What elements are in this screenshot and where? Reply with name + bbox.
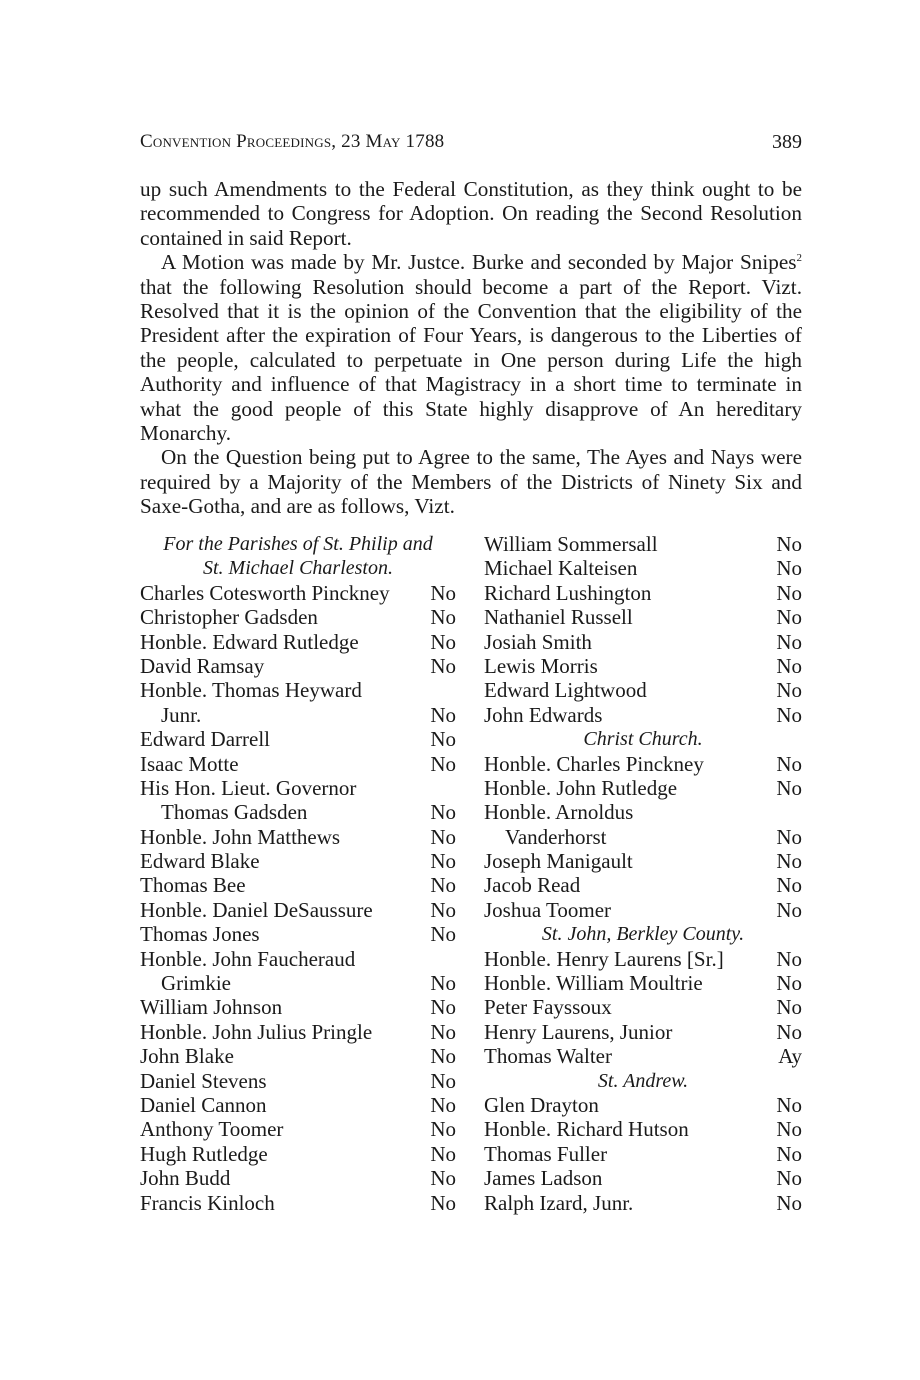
vote-row: [484, 532, 802, 556]
vote-value: No: [776, 556, 802, 581]
member-name: Honble. Arnoldus: [484, 800, 634, 825]
vote-row: [484, 581, 802, 605]
member-name: Thomas Gadsden: [161, 800, 308, 825]
vote-row: [484, 873, 802, 897]
member-name: Henry Laurens, Junior: [484, 1019, 673, 1044]
member-name: Joshua Toomer: [484, 897, 612, 922]
vote-row: [140, 873, 456, 897]
vote-value: No: [776, 1117, 802, 1142]
member-name: His Hon. Lieut. Governor: [140, 775, 357, 800]
vote-row: [484, 1093, 802, 1117]
vote-value: No: [430, 995, 456, 1020]
vote-row: [140, 1093, 456, 1117]
vote-row: [484, 703, 802, 727]
parish-heading-text: For the Parishes of St. Philip and: [163, 533, 433, 555]
vote-value: No: [430, 1190, 456, 1215]
vote-value: No: [776, 1019, 802, 1044]
vote-value: No: [430, 605, 456, 630]
vote-value: No: [430, 1117, 456, 1142]
vote-value: No: [776, 971, 802, 996]
vote-value: No: [776, 580, 802, 605]
vote-value: No: [430, 971, 456, 996]
member-name: Thomas Walter: [484, 1044, 612, 1069]
vote-row: [140, 605, 456, 629]
vote-value: No: [776, 629, 802, 654]
vote-value: No: [430, 800, 456, 825]
vote-row: [140, 630, 456, 654]
vote-value: No: [430, 1166, 456, 1191]
vote-value: No: [776, 775, 802, 800]
vote-value: No: [776, 532, 802, 556]
vote-value: No: [430, 751, 456, 776]
vote-row: [484, 1020, 802, 1044]
vote-value: No: [776, 824, 802, 849]
member-name: Honble. John Julius Pringle: [140, 1019, 373, 1044]
vote-row: [140, 995, 456, 1019]
member-name: Honble. John Rutledge: [484, 775, 678, 800]
vote-row: [484, 1044, 802, 1068]
parish-heading-text: St. Michael Charleston.: [203, 557, 393, 580]
member-name: William Sommersall: [484, 532, 658, 556]
vote-row: [140, 581, 456, 605]
vote-row: [140, 922, 456, 946]
member-name: John Edwards: [484, 702, 603, 727]
vote-row: [140, 971, 456, 995]
vote-value: No: [776, 946, 802, 971]
footnote-marker: 2: [796, 252, 802, 265]
member-name: Honble. Henry Laurens [Sr.]: [484, 946, 724, 971]
vote-row: [484, 1117, 802, 1141]
vote-row: [484, 1191, 802, 1215]
vote-row: [484, 654, 802, 678]
member-name: Edward Blake: [140, 849, 260, 874]
member-name: Vanderhorst: [505, 824, 607, 849]
vote-value: No: [430, 629, 456, 654]
vote-value: No: [776, 751, 802, 776]
vote-row: [140, 1020, 456, 1044]
vote-row: [140, 727, 456, 751]
vote-value: No: [776, 849, 802, 874]
vote-value: No: [430, 1141, 456, 1166]
vote-row: [140, 678, 456, 702]
member-name: Richard Lushington: [484, 580, 652, 605]
page-number: 389: [772, 131, 802, 153]
vote-row: [140, 1191, 456, 1215]
vote-value: No: [776, 1190, 802, 1215]
member-name: Peter Fayssoux: [484, 995, 612, 1020]
vote-row: [140, 947, 456, 971]
vote-value: No: [776, 1141, 802, 1166]
vote-row: [140, 703, 456, 727]
vote-row: [484, 947, 802, 971]
member-name: Grimkie: [161, 971, 231, 996]
vote-row: [140, 800, 456, 824]
parish-heading-text: St. Andrew.: [597, 1069, 689, 1092]
vote-value: No: [430, 1092, 456, 1117]
vote-value: No: [430, 653, 456, 678]
vote-value: Ay: [778, 1044, 802, 1069]
vote-row: [484, 556, 802, 580]
vote-value: No: [776, 678, 802, 703]
member-name: David Ramsay: [140, 653, 265, 678]
vote-list-right: [484, 532, 802, 1215]
vote-row: [140, 1117, 456, 1141]
vote-row: [140, 1069, 456, 1093]
member-name: Junr.: [161, 702, 202, 727]
vote-value: No: [776, 995, 802, 1020]
vote-row: [484, 776, 802, 800]
vote-value: No: [430, 897, 456, 922]
member-name: James Ladson: [484, 1166, 603, 1191]
member-name: Edward Lightwood: [484, 678, 647, 703]
member-name: John Budd: [140, 1166, 231, 1191]
vote-row: [484, 630, 802, 654]
member-name: Honble. Thomas Heyward: [140, 678, 362, 703]
vote-row: [140, 1166, 456, 1190]
paragraph-2: [140, 250, 802, 445]
paragraph-1: up such Amendments to the Federal Constitution, as they think ought to be recommended to Congress for Adoption. On reading the Second Resolution contained in said Report.: [140, 177, 802, 250]
vote-row: [484, 678, 802, 702]
vote-row: [484, 825, 802, 849]
vote-list-left: [140, 532, 456, 1215]
vote-row: [484, 898, 802, 922]
member-name: Joseph Manigault: [484, 849, 633, 874]
member-name: Honble. Daniel DeSaussure: [140, 897, 373, 922]
vote-row: [484, 1142, 802, 1166]
paragraph-2-rest: that the following Resolution should become a part of the Report. Vizt. Resolved that it is the opinion of the Convention that the eligibility of the President after the expiration of Four Years, is dangerous to the Liberties of the people, calculated to perpetuate in One person during Life the high Authority and influence of that Magistracy in a short time to terminate in what the good people of this State highly disapprove of An hereditary Monarchy.: [140, 274, 802, 446]
vote-value: No: [430, 849, 456, 874]
member-name: Francis Kinloch: [140, 1190, 275, 1215]
vote-value: No: [776, 702, 802, 727]
vote-row: [484, 971, 802, 995]
vote-value: No: [776, 653, 802, 678]
parish-heading: [484, 922, 802, 946]
paragraph-3: On the Question being put to Agree to the same, The Ayes and Nays were required by a Majority of the Members of the Districts of Ninety Six and Saxe-Gotha, and are as follows, Vizt.: [140, 445, 802, 519]
vote-value: No: [430, 1019, 456, 1044]
member-name: Isaac Motte: [140, 751, 239, 776]
vote-row: [140, 849, 456, 873]
vote-value: No: [430, 727, 456, 752]
parish-heading-text: Christ Church.: [583, 728, 703, 751]
vote-value: No: [776, 1166, 802, 1191]
vote-row: [140, 1044, 456, 1068]
member-name: Daniel Stevens: [140, 1068, 267, 1093]
body-text: [140, 177, 802, 519]
vote-value: No: [430, 824, 456, 849]
member-name: Thomas Fuller: [484, 1141, 608, 1166]
vote-row: [140, 1142, 456, 1166]
vote-row: [140, 752, 456, 776]
member-name: Thomas Jones: [140, 922, 260, 947]
parish-heading: [484, 1069, 802, 1093]
vote-row: [484, 605, 802, 629]
page-header: [140, 128, 802, 156]
member-name: Honble. William Moultrie: [484, 971, 703, 996]
member-name: Nathaniel Russell: [484, 605, 633, 630]
member-name: Honble. John Faucheraud: [140, 946, 356, 971]
member-name: Glen Drayton: [484, 1092, 599, 1117]
member-name: Anthony Toomer: [140, 1117, 284, 1142]
member-name: Hugh Rutledge: [140, 1141, 268, 1166]
parish-heading: [140, 556, 456, 580]
member-name: Honble. Charles Pinckney: [484, 751, 704, 776]
vote-row: [484, 800, 802, 824]
vote-value: No: [430, 1068, 456, 1093]
member-name: Honble. Richard Hutson: [484, 1117, 689, 1142]
vote-row: [484, 1166, 802, 1190]
vote-row: [484, 995, 802, 1019]
paragraph-2-start: A Motion was made by Mr. Justce. Burke and seconded by Major Snipes: [161, 250, 797, 275]
vote-row: [140, 654, 456, 678]
running-head: Convention Proceedings, 23 May 1788: [140, 131, 445, 152]
parish-heading: [484, 727, 802, 751]
member-name: Honble. Edward Rutledge: [140, 629, 359, 654]
member-name: Daniel Cannon: [140, 1092, 267, 1117]
member-name: Edward Darrell: [140, 727, 271, 752]
vote-value: No: [776, 873, 802, 898]
member-name: Michael Kalteisen: [484, 556, 638, 581]
member-name: Charles Cotesworth Pinckney: [140, 580, 390, 605]
member-name: Josiah Smith: [484, 629, 592, 654]
vote-value: No: [430, 1044, 456, 1069]
parish-heading-text: St. John, Berkley County.: [541, 923, 745, 946]
vote-value: No: [430, 580, 456, 605]
member-name: Jacob Read: [484, 873, 581, 898]
vote-value: No: [776, 1092, 802, 1117]
vote-value: No: [430, 873, 456, 898]
parish-heading: [140, 532, 456, 556]
member-name: Lewis Morris: [484, 653, 598, 678]
vote-row: [484, 752, 802, 776]
member-name: William Johnson: [140, 995, 283, 1020]
vote-row: [140, 898, 456, 922]
vote-row: [140, 825, 456, 849]
vote-value: No: [776, 605, 802, 630]
member-name: Honble. John Matthews: [140, 824, 341, 849]
vote-value: No: [430, 922, 456, 947]
vote-value: No: [776, 897, 802, 922]
member-name: Christopher Gadsden: [140, 605, 318, 630]
vote-row: [140, 776, 456, 800]
vote-value: No: [430, 702, 456, 727]
member-name: Ralph Izard, Junr.: [484, 1190, 634, 1215]
vote-row: [484, 849, 802, 873]
member-name: John Blake: [140, 1044, 234, 1069]
member-name: Thomas Bee: [140, 873, 246, 898]
